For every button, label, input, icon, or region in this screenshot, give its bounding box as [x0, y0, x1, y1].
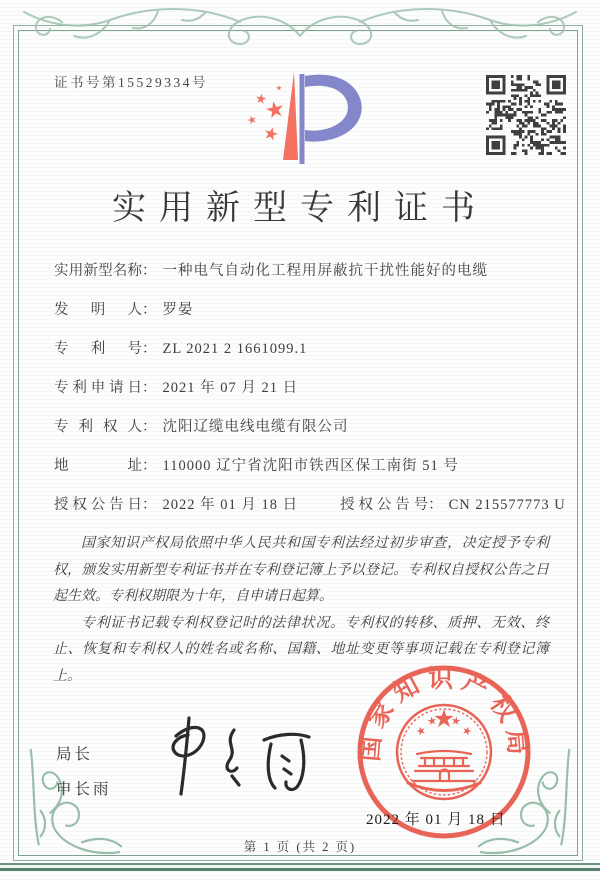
commissioner-name: 申长雨	[56, 781, 112, 798]
legal-paragraph-2: 专利证书记载专利权登记时的法律状况。专利权的转移、质押、无效、终止、恢复和专利权人的姓名或名称、国籍、地址变更等事项记载在专利登记簿上。	[53, 615, 549, 684]
field-value: 一种电气自动化工程用屏蔽抗干扰性能好的电缆	[162, 263, 488, 279]
field-colon: ：	[142, 302, 157, 318]
commissioner-title: 局长	[56, 746, 94, 763]
field-label: 发明人	[54, 302, 142, 318]
field-colon: ：	[142, 419, 157, 435]
page-bottom-edge	[0, 863, 600, 873]
field-value: CN 215577773 U	[448, 497, 566, 513]
field-colon: ：	[142, 497, 157, 513]
field-colon: ：	[142, 380, 157, 396]
field-value: 110000 辽宁省沈阳市铁西区保工南街 51 号	[162, 458, 459, 474]
field-list	[54, 259, 566, 532]
field-label: 专利号	[54, 341, 142, 357]
floral-ornament-top	[0, 0, 600, 52]
field-colon: ：	[428, 497, 443, 513]
field-row-filing-date	[54, 376, 548, 398]
field-row-patent-no	[54, 337, 548, 359]
field-colon: ：	[142, 341, 157, 357]
seal-date: 2022 年 01 月 18 日	[366, 812, 506, 828]
field-row-inventor	[54, 298, 548, 320]
field-label: 授权公告号	[340, 497, 429, 513]
field-label: 授权公告日	[54, 497, 142, 513]
handwritten-signature-icon	[128, 710, 343, 806]
field-value: 沈阳辽缆电线电缆有限公司	[162, 419, 349, 435]
legal-paragraph-1: 国家知识产权局依照中华人民共和国专利法经过初步审查，决定授予专利权，颁发实用新型专利证书并在专利登记簿上予以登记。专利权自授权公告之日起生效。专利权期限为十年，自申请日起算。	[53, 536, 549, 604]
field-row-address	[54, 454, 548, 476]
field-value: 2022 年 01 月 18 日	[162, 497, 299, 513]
field-label: 实用新型名称	[54, 263, 142, 279]
field-label: 专利权人	[54, 419, 142, 435]
field-row-name	[54, 259, 548, 281]
page-number: 第 1 页 (共 2 页)	[243, 840, 357, 854]
certificate-number: 证书号第15529334号	[54, 75, 208, 90]
field-value: ZL 2021 2 1661099.1	[162, 341, 308, 357]
qr-code-icon	[486, 75, 566, 155]
certificate-title: 实用新型专利证书	[112, 190, 488, 227]
field-value: 罗晏	[162, 302, 194, 318]
field-colon: ：	[142, 458, 157, 474]
seal-ring-text: 国家知识产权局	[356, 665, 532, 763]
signoff-block	[56, 742, 112, 812]
field-label: 地址	[54, 458, 142, 474]
cnipa-logo-icon	[228, 68, 380, 178]
field-label: 专利申请日	[54, 380, 142, 396]
field-row-grant	[54, 493, 566, 515]
field-colon: ：	[142, 263, 157, 279]
field-value: 2021 年 07 月 21 日	[162, 380, 299, 396]
field-row-patentee	[54, 415, 548, 437]
